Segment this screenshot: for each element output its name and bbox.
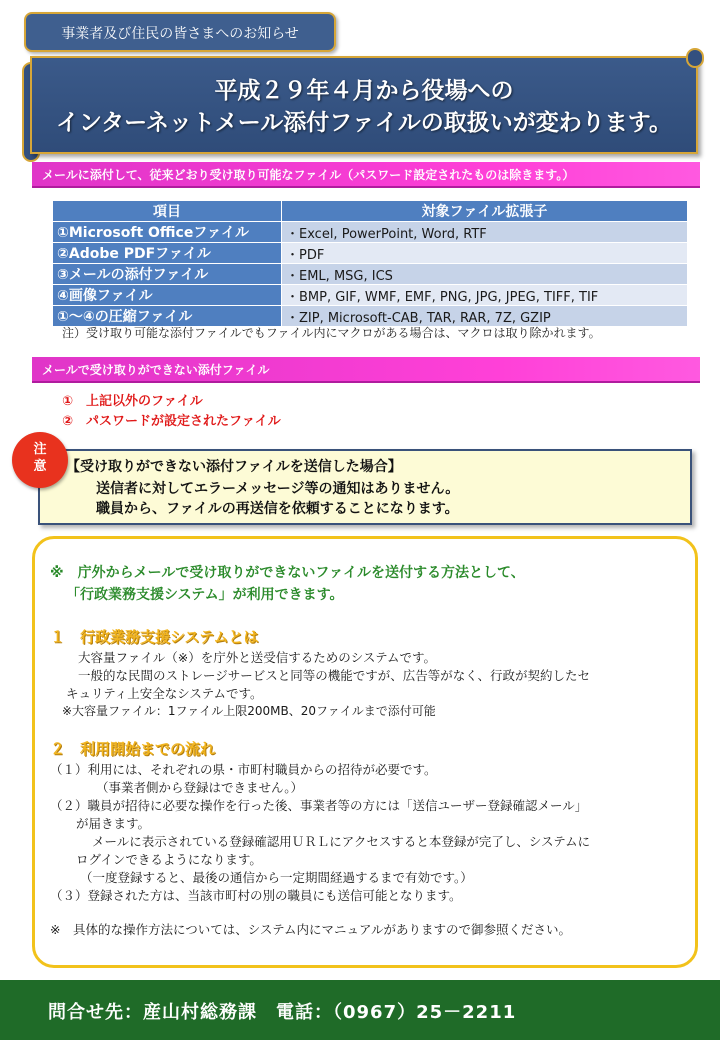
table-row bbox=[53, 285, 688, 306]
banner-title-line-2: インターネットメール添付ファイルの取扱いが変わります。 bbox=[56, 110, 672, 136]
section-2-line: （２）職員が招待に必要な操作を行った後、事業者等の方には「送信ユーザー登録確認メール」 bbox=[50, 798, 588, 813]
extension-cell: ・EML, MSG, ICS bbox=[282, 264, 688, 285]
notice-tag: 事業者及び住民の皆さまへのお知らせ bbox=[24, 12, 336, 52]
section-2-line: （事業者側から登録はできません。） bbox=[96, 780, 304, 795]
manual-reference-note: ※ 具体的な操作方法については、システム内にマニュアルがありますので御参照ください。 bbox=[50, 922, 571, 937]
table-header-extension: 対象ファイル拡張子 bbox=[282, 201, 688, 222]
attention-line-2: 送信者に対してエラーメッセージ等の通知はありません。 bbox=[96, 481, 460, 497]
extension-cell: ・PDF bbox=[282, 243, 688, 264]
section-2-title: ２ 利用開始までの流れ bbox=[50, 740, 216, 758]
table-row bbox=[53, 222, 688, 243]
not-receivable-files-header: メールで受け取りができない添付ファイル bbox=[32, 357, 700, 383]
attention-badge bbox=[12, 432, 68, 488]
table-header-item: 項目 bbox=[53, 201, 282, 222]
section-2-line: （１）利用には、それぞれの県・市町村職員からの招待が必要です。 bbox=[50, 762, 437, 777]
section-2-line: ログインできるようになります。 bbox=[76, 852, 262, 867]
attention-badge-char-2: 意 bbox=[33, 459, 47, 474]
contact-info: 問合せ先：産山村総務課 電話：（0967）25－2211 bbox=[48, 1002, 517, 1023]
section-2-line: が届きます。 bbox=[76, 816, 151, 831]
file-type-cell: ①Microsoft Officeファイル bbox=[53, 222, 282, 243]
banner-title-line-1: 平成２９年４月から役場への bbox=[214, 78, 514, 104]
attention-heading: 【受け取りができない添付ファイルを送信した場合】 bbox=[66, 459, 402, 475]
file-type-cell: ④画像ファイル bbox=[53, 285, 282, 306]
table-row bbox=[53, 264, 688, 285]
section-2-line: メールに表示されている登録確認用ＵＲＬにアクセスすると本登録が完了し、システムに bbox=[92, 834, 591, 849]
file-type-cell: ③メールの添付ファイル bbox=[53, 264, 282, 285]
section-1-title: １ 行政業務支援システムとは bbox=[50, 628, 259, 646]
file-type-cell: ②Adobe PDFファイル bbox=[53, 243, 282, 264]
section-1-line: キュリティ上安全なシステムです。 bbox=[66, 686, 263, 701]
scroll-right-roll bbox=[686, 48, 704, 68]
extension-cell: ・BMP, GIF, WMF, EMF, PNG, JPG, JPEG, TIFF, TIF bbox=[282, 285, 688, 306]
attention-badge-char-1: 注 bbox=[33, 442, 47, 457]
info-intro-line-1: ※ 庁外からメールで受け取りができないファイルを送付する方法として、 bbox=[50, 565, 525, 581]
extension-cell: ・ZIP, Microsoft-CAB, TAR, RAR, 7Z, GZIP bbox=[282, 306, 688, 327]
receivable-files-header: メールに添付して、従来どおり受け取り可能なファイル（パスワード設定されたものは除きます。） bbox=[32, 162, 700, 188]
table-row bbox=[53, 243, 688, 264]
receivable-files-table bbox=[52, 200, 688, 327]
section-1-line: 一般的な民間のストレージサービスと同等の機能ですが、広告等がなく、行政が契約したセ bbox=[78, 668, 591, 683]
section-2-line: （３）登録された方は、当該市町村の別の職員にも送信可能となります。 bbox=[50, 888, 462, 903]
info-intro-line-2: 「行政業務支援システム」が利用できます。 bbox=[66, 587, 344, 603]
extension-cell: ・Excel, PowerPoint, Word, RTF bbox=[282, 222, 688, 243]
attention-line-3: 職員から、ファイルの再送信を依頼することになります。 bbox=[96, 501, 459, 517]
not-receivable-item-1: ① 上記以外のファイル bbox=[62, 394, 203, 409]
file-type-cell: ①～④の圧縮ファイル bbox=[53, 306, 282, 327]
macro-note: 注）受け取り可能な添付ファイルでもファイル内にマクロがある場合は、マクロは取り除かれます。 bbox=[62, 326, 601, 340]
section-1-line: 大容量ファイル（※）を庁外と送受信するためのシステムです。 bbox=[78, 650, 436, 665]
section-2-line: （一度登録すると、最後の通信から一定期間経過するまで有効です。） bbox=[80, 870, 473, 885]
not-receivable-item-2: ② パスワードが設定されたファイル bbox=[62, 414, 281, 429]
section-1-footnote: ※大容量ファイル：1ファイル上限200MB、20ファイルまで添付可能 bbox=[62, 704, 436, 718]
